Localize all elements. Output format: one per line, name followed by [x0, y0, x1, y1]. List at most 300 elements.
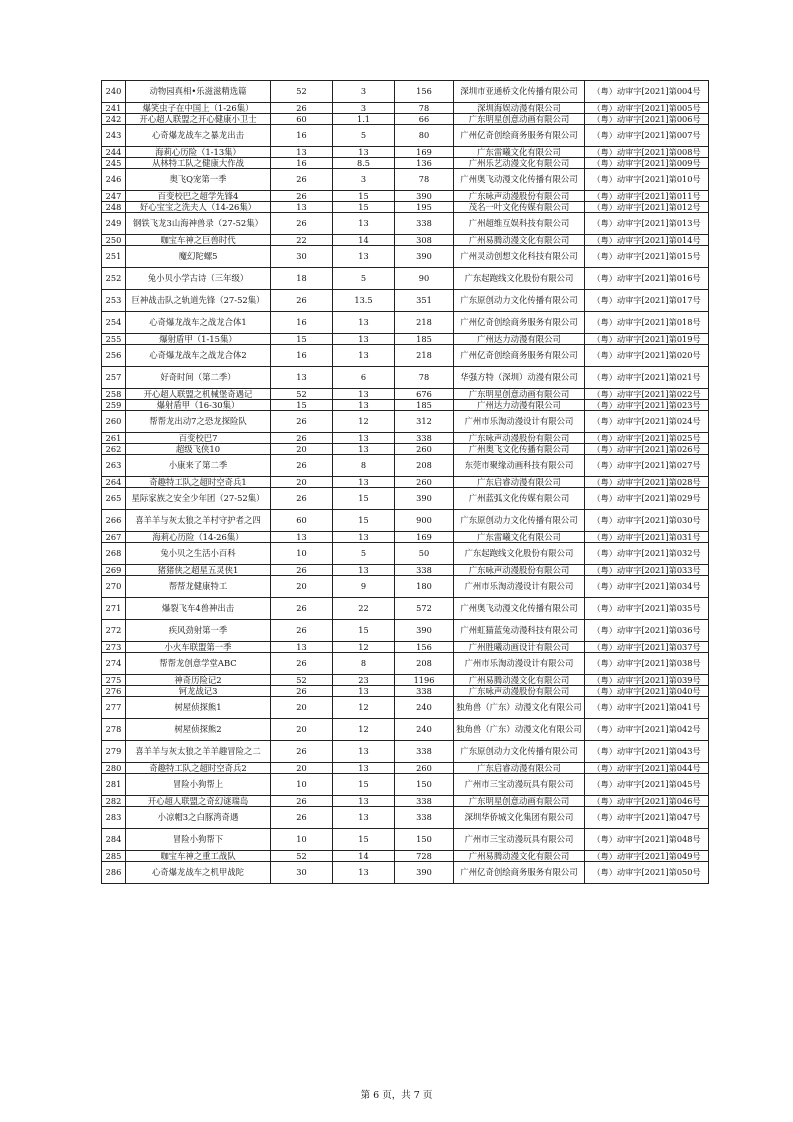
total-minutes-cell: 390: [395, 246, 454, 268]
table-row: [102, 114, 709, 125]
table-row: [102, 367, 709, 389]
title-cell: 心奇爆龙战车之战龙合体2: [126, 345, 271, 367]
minutes-cell: 8: [333, 455, 395, 477]
title-cell: 星际家族之安全少年团（27-52集）: [126, 488, 271, 510]
row-number: 278: [102, 719, 126, 741]
table-row: [102, 807, 709, 829]
minutes-cell: 15: [333, 510, 395, 532]
approval-number-cell: （粤）动审字[2021]第044号: [585, 763, 709, 774]
episodes-cell: 16: [271, 125, 333, 147]
minutes-cell: 1.1: [333, 114, 395, 125]
approval-number-cell: （粤）动审字[2021]第027号: [585, 455, 709, 477]
episodes-cell: 15: [271, 400, 333, 411]
episodes-cell: 13: [271, 532, 333, 543]
title-cell: 兔小贝之生活小百科: [126, 543, 271, 565]
company-cell: 广州灵动创想文化科技有限公司: [454, 246, 585, 268]
minutes-cell: 13: [333, 345, 395, 367]
company-cell: 广州市三宝动漫玩具有限公司: [454, 774, 585, 796]
title-cell: 帮帮龙创意学堂ABC: [126, 653, 271, 675]
company-cell: 广州市三宝动漫玩具有限公司: [454, 829, 585, 851]
row-number: 252: [102, 268, 126, 290]
company-cell: 广东明星创意动画有限公司: [454, 114, 585, 125]
row-number: 284: [102, 829, 126, 851]
minutes-cell: 13: [333, 312, 395, 334]
row-number: 242: [102, 114, 126, 125]
title-cell: 兔小贝小学古诗（三年级）: [126, 268, 271, 290]
total-minutes-cell: 338: [395, 807, 454, 829]
approval-number-cell: （粤）动审字[2021]第045号: [585, 774, 709, 796]
row-number: 246: [102, 169, 126, 191]
company-cell: 广东咏声动漫股份有限公司: [454, 433, 585, 444]
total-minutes-cell: 156: [395, 81, 454, 103]
episodes-cell: 26: [271, 169, 333, 191]
minutes-cell: 15: [333, 191, 395, 202]
episodes-cell: 52: [271, 851, 333, 862]
company-cell: 广东明星创意动画有限公司: [454, 796, 585, 807]
episodes-cell: 26: [271, 290, 333, 312]
title-cell: 冒险小狗帮上: [126, 774, 271, 796]
minutes-cell: 9: [333, 576, 395, 598]
total-minutes-cell: 150: [395, 774, 454, 796]
title-cell: 小凉帽3之白豚湾奇遇: [126, 807, 271, 829]
title-cell: 百变校巴之超学先锋4: [126, 191, 271, 202]
total-minutes-cell: 78: [395, 103, 454, 114]
approval-number-cell: （粤）动审字[2021]第046号: [585, 796, 709, 807]
row-number: 240: [102, 81, 126, 103]
row-number: 253: [102, 290, 126, 312]
total-minutes-cell: 240: [395, 697, 454, 719]
table-row: [102, 576, 709, 598]
table-row: [102, 741, 709, 763]
table-row: [102, 510, 709, 532]
episodes-cell: 26: [271, 653, 333, 675]
row-number: 267: [102, 532, 126, 543]
company-cell: 广东起跑线文化股份有限公司: [454, 543, 585, 565]
company-cell: 广州虹猫蓝兔动漫科技有限公司: [454, 620, 585, 642]
table-row: [102, 598, 709, 620]
approval-number-cell: （粤）动审字[2021]第009号: [585, 158, 709, 169]
episodes-cell: 26: [271, 191, 333, 202]
episodes-cell: 26: [271, 741, 333, 763]
minutes-cell: 23: [333, 675, 395, 686]
approval-number-cell: （粤）动审字[2021]第042号: [585, 719, 709, 741]
minutes-cell: 3: [333, 81, 395, 103]
title-cell: 喜羊羊与灰太狼之羊村守护者之四: [126, 510, 271, 532]
episodes-cell: 13: [271, 202, 333, 213]
company-cell: 广东明星创意动画有限公司: [454, 389, 585, 400]
approval-number-cell: （粤）动审字[2021]第015号: [585, 246, 709, 268]
title-cell: 小康来了第二季: [126, 455, 271, 477]
company-cell: 广东咏声动漫股份有限公司: [454, 686, 585, 697]
title-cell: 好奇时间（第二季）: [126, 367, 271, 389]
approval-number-cell: （粤）动审字[2021]第025号: [585, 433, 709, 444]
company-cell: 广东起跑线文化股份有限公司: [454, 268, 585, 290]
episodes-cell: 30: [271, 862, 333, 884]
approval-number-cell: （粤）动审字[2021]第050号: [585, 862, 709, 884]
minutes-cell: 13: [333, 741, 395, 763]
table-row: [102, 697, 709, 719]
total-minutes-cell: 338: [395, 686, 454, 697]
title-cell: 树屋侦探熊1: [126, 697, 271, 719]
minutes-cell: 13: [333, 334, 395, 345]
table-row: [102, 191, 709, 202]
total-minutes-cell: 240: [395, 719, 454, 741]
table-row: [102, 653, 709, 675]
title-cell: 树屋侦探熊2: [126, 719, 271, 741]
episodes-cell: 52: [271, 81, 333, 103]
row-number: 277: [102, 697, 126, 719]
row-number: 249: [102, 213, 126, 235]
company-cell: 广东原创动力文化传播有限公司: [454, 290, 585, 312]
company-cell: 广东原创动力文化传播有限公司: [454, 510, 585, 532]
episodes-cell: 26: [271, 565, 333, 576]
episodes-cell: 22: [271, 235, 333, 246]
company-cell: 广东启睿动漫有限公司: [454, 477, 585, 488]
company-cell: 广州亿奇创绘商务服务有限公司: [454, 312, 585, 334]
minutes-cell: 12: [333, 411, 395, 433]
row-number: 272: [102, 620, 126, 642]
approval-number-cell: （粤）动审字[2021]第026号: [585, 444, 709, 455]
total-minutes-cell: 572: [395, 598, 454, 620]
total-minutes-cell: 78: [395, 367, 454, 389]
approval-number-cell: （粤）动审字[2021]第011号: [585, 191, 709, 202]
title-cell: 奥飞Q宠第一季: [126, 169, 271, 191]
row-number: 276: [102, 686, 126, 697]
total-minutes-cell: 136: [395, 158, 454, 169]
total-minutes-cell: 260: [395, 763, 454, 774]
minutes-cell: 22: [333, 598, 395, 620]
title-cell: 疾风劲射第一季: [126, 620, 271, 642]
table-row: [102, 345, 709, 367]
title-cell: 开心超人联盟之奇幻谜瑞岛: [126, 796, 271, 807]
table-row: [102, 147, 709, 158]
table-row: [102, 565, 709, 576]
episodes-cell: 26: [271, 455, 333, 477]
episodes-cell: 20: [271, 697, 333, 719]
row-number: 286: [102, 862, 126, 884]
minutes-cell: 12: [333, 719, 395, 741]
episodes-cell: 26: [271, 796, 333, 807]
title-cell: 神奇历险记2: [126, 675, 271, 686]
total-minutes-cell: 208: [395, 653, 454, 675]
approval-number-cell: （粤）动审字[2021]第036号: [585, 620, 709, 642]
episodes-cell: 26: [271, 103, 333, 114]
company-cell: 广州乐艺动漫文化有限公司: [454, 158, 585, 169]
row-number: 275: [102, 675, 126, 686]
title-cell: 心奇爆龙战车之机甲战陀: [126, 862, 271, 884]
minutes-cell: 15: [333, 202, 395, 213]
total-minutes-cell: 80: [395, 125, 454, 147]
total-minutes-cell: 218: [395, 345, 454, 367]
title-cell: 奇趣特工队之超时空奇兵1: [126, 477, 271, 488]
company-cell: 深圳华侨城文化集团有限公司: [454, 807, 585, 829]
row-number: 247: [102, 191, 126, 202]
company-cell: 华强方特（深圳）动漫有限公司: [454, 367, 585, 389]
row-number: 266: [102, 510, 126, 532]
total-minutes-cell: 312: [395, 411, 454, 433]
table-row: [102, 488, 709, 510]
episodes-cell: 26: [271, 411, 333, 433]
minutes-cell: 8: [333, 653, 395, 675]
approval-number-cell: （粤）动审字[2021]第033号: [585, 565, 709, 576]
row-number: 281: [102, 774, 126, 796]
title-cell: 心奇爆龙战车之暴龙出击: [126, 125, 271, 147]
table-row: [102, 213, 709, 235]
company-cell: 广州胜曦动画设计有限公司: [454, 642, 585, 653]
company-cell: 广东雷曦文化有限公司: [454, 147, 585, 158]
row-number: 258: [102, 389, 126, 400]
total-minutes-cell: 185: [395, 400, 454, 411]
row-number: 257: [102, 367, 126, 389]
page-footer: 第 6 页，共 7 页: [360, 1090, 433, 1101]
total-minutes-cell: 1196: [395, 675, 454, 686]
title-cell: 动物园真相•乐滋滋精选篇: [126, 81, 271, 103]
title-cell: 钢铁飞龙3山海神兽录（27-52集）: [126, 213, 271, 235]
table-row: [102, 796, 709, 807]
minutes-cell: 5: [333, 543, 395, 565]
company-cell: 茂名一叶文化传媒有限公司: [454, 202, 585, 213]
episodes-cell: 26: [271, 807, 333, 829]
table-row: [102, 433, 709, 444]
minutes-cell: 13: [333, 532, 395, 543]
company-cell: 东莞市聚缘动画科技有限公司: [454, 455, 585, 477]
title-cell: 钶龙战记3: [126, 686, 271, 697]
table-row: [102, 81, 709, 103]
minutes-cell: 13: [333, 796, 395, 807]
episodes-cell: 10: [271, 543, 333, 565]
table-row: [102, 829, 709, 851]
minutes-cell: 13: [333, 862, 395, 884]
total-minutes-cell: 195: [395, 202, 454, 213]
approval-number-cell: （粤）动审字[2021]第017号: [585, 290, 709, 312]
minutes-cell: 15: [333, 620, 395, 642]
table-row: [102, 763, 709, 774]
title-cell: 好心宝宝之洗夫人（14-26集）: [126, 202, 271, 213]
minutes-cell: 13: [333, 763, 395, 774]
minutes-cell: 15: [333, 774, 395, 796]
total-minutes-cell: 338: [395, 565, 454, 576]
table-row: [102, 268, 709, 290]
total-minutes-cell: 50: [395, 543, 454, 565]
row-number: 274: [102, 653, 126, 675]
approval-number-cell: （粤）动审字[2021]第029号: [585, 488, 709, 510]
approval-number-cell: （粤）动审字[2021]第030号: [585, 510, 709, 532]
table-row: [102, 235, 709, 246]
episodes-cell: 60: [271, 114, 333, 125]
minutes-cell: 13: [333, 433, 395, 444]
approval-number-cell: （粤）动审字[2021]第016号: [585, 268, 709, 290]
title-cell: 帮帮龙出动7之恐龙探险队: [126, 411, 271, 433]
title-cell: 巨神战击队之轨道先锋（27-52集）: [126, 290, 271, 312]
title-cell: 开心超人联盟之开心健康小卫士: [126, 114, 271, 125]
row-number: 263: [102, 455, 126, 477]
title-cell: 魔幻陀螺5: [126, 246, 271, 268]
minutes-cell: 13: [333, 147, 395, 158]
registration-table: [101, 80, 709, 884]
approval-number-cell: （粤）动审字[2021]第006号: [585, 114, 709, 125]
title-cell: 咖宝车神之重工战队: [126, 851, 271, 862]
table-row: [102, 620, 709, 642]
table-row: [102, 444, 709, 455]
row-number: 248: [102, 202, 126, 213]
total-minutes-cell: 390: [395, 620, 454, 642]
company-cell: 深圳市亚通桥文化传播有限公司: [454, 81, 585, 103]
company-cell: 广东原创动力文化传播有限公司: [454, 741, 585, 763]
row-number: 273: [102, 642, 126, 653]
company-cell: 广州超维互娱科技有限公司: [454, 213, 585, 235]
approval-number-cell: （粤）动审字[2021]第038号: [585, 653, 709, 675]
title-cell: 爆射盾甲（16-30集）: [126, 400, 271, 411]
minutes-cell: 3: [333, 169, 395, 191]
table-row: [102, 158, 709, 169]
approval-number-cell: （粤）动审字[2021]第012号: [585, 202, 709, 213]
total-minutes-cell: 351: [395, 290, 454, 312]
approval-number-cell: （粤）动审字[2021]第037号: [585, 642, 709, 653]
minutes-cell: 3: [333, 103, 395, 114]
title-cell: 小火车联盟第一季: [126, 642, 271, 653]
approval-number-cell: （粤）动审字[2021]第041号: [585, 697, 709, 719]
approval-number-cell: （粤）动审字[2021]第035号: [585, 598, 709, 620]
company-cell: 广东启睿动漫有限公司: [454, 763, 585, 774]
company-cell: 广州易腾动漫文化有限公司: [454, 851, 585, 862]
minutes-cell: 15: [333, 829, 395, 851]
row-number: 279: [102, 741, 126, 763]
minutes-cell: 14: [333, 851, 395, 862]
total-minutes-cell: 185: [395, 334, 454, 345]
approval-number-cell: （粤）动审字[2021]第013号: [585, 213, 709, 235]
title-cell: 海莉心历险（1-13集）: [126, 147, 271, 158]
row-number: 256: [102, 345, 126, 367]
table-row: [102, 411, 709, 433]
minutes-cell: 14: [333, 235, 395, 246]
company-cell: 广州亿奇创绘商务服务有限公司: [454, 125, 585, 147]
minutes-cell: 13: [333, 444, 395, 455]
total-minutes-cell: 390: [395, 862, 454, 884]
episodes-cell: 10: [271, 774, 333, 796]
table-row: [102, 686, 709, 697]
approval-number-cell: （粤）动审字[2021]第018号: [585, 312, 709, 334]
episodes-cell: 52: [271, 675, 333, 686]
approval-number-cell: （粤）动审字[2021]第049号: [585, 851, 709, 862]
total-minutes-cell: 308: [395, 235, 454, 246]
title-cell: 百变校巴7: [126, 433, 271, 444]
row-number: 243: [102, 125, 126, 147]
total-minutes-cell: 78: [395, 169, 454, 191]
episodes-cell: 26: [271, 686, 333, 697]
episodes-cell: 26: [271, 213, 333, 235]
table-row: [102, 719, 709, 741]
table-row: [102, 290, 709, 312]
minutes-cell: 13.5: [333, 290, 395, 312]
title-cell: 奇趣特工队之超时空奇兵2: [126, 763, 271, 774]
total-minutes-cell: 66: [395, 114, 454, 125]
row-number: 260: [102, 411, 126, 433]
total-minutes-cell: 169: [395, 147, 454, 158]
episodes-cell: 26: [271, 620, 333, 642]
row-number: 269: [102, 565, 126, 576]
row-number: 259: [102, 400, 126, 411]
company-cell: 广州奥飞动漫文化传播有限公司: [454, 598, 585, 620]
title-cell: 开心超人联盟之机械堡奇遇记: [126, 389, 271, 400]
approval-number-cell: （粤）动审字[2021]第004号: [585, 81, 709, 103]
company-cell: 广州易腾动漫文化有限公司: [454, 235, 585, 246]
episodes-cell: 13: [271, 147, 333, 158]
minutes-cell: 12: [333, 697, 395, 719]
company-cell: 广州亿奇创绘商务服务有限公司: [454, 345, 585, 367]
total-minutes-cell: 338: [395, 213, 454, 235]
total-minutes-cell: 150: [395, 829, 454, 851]
approval-number-cell: （粤）动审字[2021]第014号: [585, 235, 709, 246]
approval-number-cell: （粤）动审字[2021]第021号: [585, 367, 709, 389]
title-cell: 冒险小狗帮下: [126, 829, 271, 851]
company-cell: 广州达力动漫有限公司: [454, 400, 585, 411]
table-row: [102, 125, 709, 147]
minutes-cell: 13: [333, 565, 395, 576]
company-cell: 独角兽（广东）动漫文化有限公司: [454, 719, 585, 741]
row-number: 264: [102, 477, 126, 488]
row-number: 250: [102, 235, 126, 246]
table-row: [102, 543, 709, 565]
row-number: 241: [102, 103, 126, 114]
title-cell: 海莉心历险（14-26集）: [126, 532, 271, 543]
table-row: [102, 532, 709, 543]
approval-number-cell: （粤）动审字[2021]第032号: [585, 543, 709, 565]
title-cell: 心奇爆龙战车之战龙合体1: [126, 312, 271, 334]
minutes-cell: 5: [333, 125, 395, 147]
approval-number-cell: （粤）动审字[2021]第023号: [585, 400, 709, 411]
table-row: [102, 312, 709, 334]
row-number: 244: [102, 147, 126, 158]
table-row: [102, 774, 709, 796]
approval-number-cell: （粤）动审字[2021]第010号: [585, 169, 709, 191]
title-cell: 从林特工队之健康大作战: [126, 158, 271, 169]
minutes-cell: 13: [333, 400, 395, 411]
approval-number-cell: （粤）动审字[2021]第020号: [585, 345, 709, 367]
total-minutes-cell: 390: [395, 191, 454, 202]
episodes-cell: 20: [271, 763, 333, 774]
table-row: [102, 389, 709, 400]
episodes-cell: 16: [271, 312, 333, 334]
episodes-cell: 15: [271, 334, 333, 345]
minutes-cell: 13: [333, 246, 395, 268]
episodes-cell: 20: [271, 719, 333, 741]
total-minutes-cell: 338: [395, 796, 454, 807]
total-minutes-cell: 169: [395, 532, 454, 543]
company-cell: 深圳海娱动漫有限公司: [454, 103, 585, 114]
minutes-cell: 15: [333, 488, 395, 510]
total-minutes-cell: 390: [395, 488, 454, 510]
episodes-cell: 16: [271, 345, 333, 367]
table-row: [102, 455, 709, 477]
total-minutes-cell: 218: [395, 312, 454, 334]
total-minutes-cell: 260: [395, 477, 454, 488]
company-cell: 广州易腾动漫文化有限公司: [454, 675, 585, 686]
episodes-cell: 18: [271, 268, 333, 290]
company-cell: 广东咏声动漫股份有限公司: [454, 565, 585, 576]
row-number: 265: [102, 488, 126, 510]
total-minutes-cell: 676: [395, 389, 454, 400]
title-cell: 猪猪侠之超星五灵侠1: [126, 565, 271, 576]
minutes-cell: 13: [333, 477, 395, 488]
total-minutes-cell: 156: [395, 642, 454, 653]
table-row: [102, 202, 709, 213]
approval-number-cell: （粤）动审字[2021]第005号: [585, 103, 709, 114]
title-cell: 爆笑虫子在中国上（1-26集）: [126, 103, 271, 114]
company-cell: 广东咏声动漫股份有限公司: [454, 191, 585, 202]
approval-number-cell: （粤）动审字[2021]第008号: [585, 147, 709, 158]
approval-number-cell: （粤）动审字[2021]第043号: [585, 741, 709, 763]
table-row: [102, 642, 709, 653]
